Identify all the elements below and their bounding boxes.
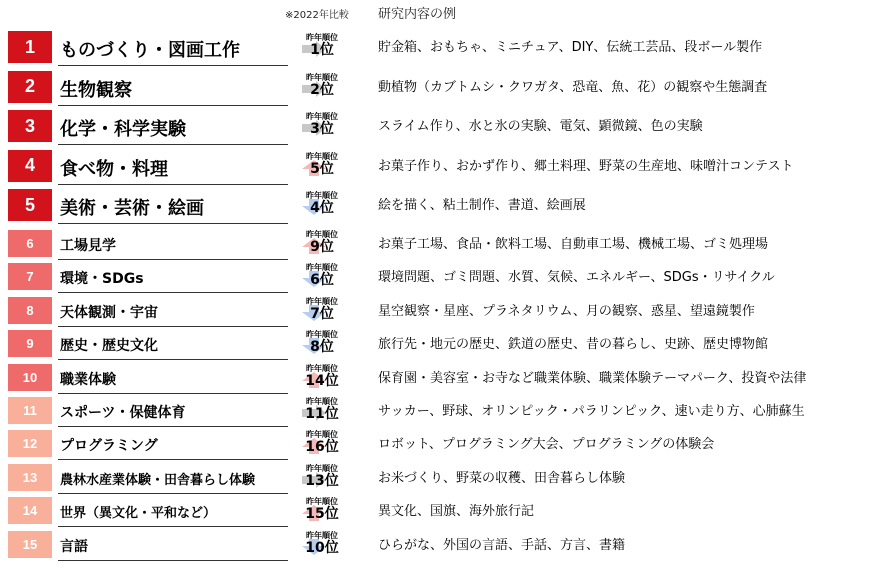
rank-badge: 14 [8, 497, 52, 524]
previous-rank-value: 1位 [310, 42, 334, 58]
previous-rank-value: 9位 [310, 239, 334, 255]
category-label: 美術・芸術・絵画 [60, 198, 204, 219]
row-underline [58, 326, 288, 327]
research-examples: サッカー、野球、オリンピック・パラリンピック、速い走り方、心肺蘇生 [378, 404, 805, 419]
previous-rank-label: 昨年順位 [306, 33, 338, 42]
previous-rank-value: 6位 [310, 272, 334, 289]
row-underline [58, 184, 288, 185]
previous-rank [300, 191, 344, 216]
category-label: 天体観測・宇宙 [60, 304, 158, 321]
category-label: プログラミング [60, 438, 158, 455]
category-label: 工場見学 [60, 238, 116, 254]
previous-rank [300, 397, 344, 422]
row-underline [58, 105, 288, 106]
research-examples: お菓子工場、食品・飲料工場、自動車工場、機械工場、ゴミ処理場 [378, 237, 769, 252]
previous-rank-label: 昨年順位 [306, 397, 338, 406]
row-underline [58, 560, 288, 561]
table-row [0, 230, 882, 257]
research-examples: ロボット、プログラミング大会、プログラミングの体験会 [378, 437, 715, 453]
row-underline [58, 259, 288, 260]
table-row [0, 397, 882, 424]
previous-rank-value: 14位 [305, 372, 339, 389]
rank-badge: 6 [8, 230, 52, 257]
row-underline [58, 493, 288, 494]
previous-rank-label: 昨年順位 [306, 112, 338, 121]
table-row [0, 464, 882, 491]
category-label: スポーツ・保健体育 [60, 405, 186, 421]
rank-badge: 7 [8, 263, 52, 290]
category-label: 世界（異文化・平和など） [60, 506, 217, 522]
previous-rank-label: 昨年順位 [306, 497, 338, 507]
previous-rank-value: 3位 [310, 121, 334, 137]
table-row [0, 110, 882, 142]
previous-rank-value: 4位 [310, 200, 334, 216]
previous-rank-value: 11位 [305, 406, 339, 422]
previous-rank-value: 16位 [305, 439, 339, 456]
examples-column-title: 研究内容の例 [378, 7, 457, 22]
table-row [0, 189, 882, 221]
research-examples: お菓子作り、おかず作り、郷土料理、野菜の生産地、味噌汁コンテスト [378, 158, 794, 174]
previous-rank [300, 464, 344, 489]
table-row [0, 71, 882, 103]
table-row [0, 263, 882, 290]
previous-rank-label: 昨年順位 [306, 530, 338, 540]
table-row [0, 150, 882, 182]
rank-badge: 4 [8, 150, 52, 182]
rank-badge: 3 [8, 110, 52, 142]
rank-badge: 1 [8, 31, 52, 63]
rank-badge: 2 [8, 71, 52, 103]
research-examples: 貯金箱、おもちゃ、ミニチュア、DIY、伝統工芸品、段ボール製作 [378, 40, 763, 55]
previous-rank [300, 33, 344, 58]
research-examples: 動植物（カブトムシ・クワガタ、恐竜、魚、花）の観察や生態調査 [378, 79, 768, 95]
previous-rank-label: 昨年順位 [306, 191, 338, 200]
rank-badge: 9 [8, 330, 52, 357]
previous-rank [300, 497, 344, 522]
previous-rank-label: 昨年順位 [306, 330, 338, 340]
category-label: 言語 [60, 538, 88, 555]
previous-rank [300, 112, 344, 137]
row-underline [58, 359, 288, 360]
table-row [0, 31, 882, 63]
previous-rank-value: 15位 [305, 506, 339, 523]
previous-rank-value: 8位 [310, 339, 334, 356]
category-label: 歴史・歴史文化 [60, 338, 158, 355]
previous-rank [300, 230, 344, 255]
rank-badge: 15 [8, 531, 52, 558]
row-underline [58, 292, 288, 293]
category-label: 食べ物・料理 [60, 158, 168, 180]
rank-badge: 8 [8, 297, 52, 324]
row-underline [58, 426, 288, 427]
rank-badge: 12 [8, 430, 52, 457]
category-label: 環境・SDGs [60, 271, 144, 288]
row-underline [58, 65, 288, 66]
previous-rank [300, 330, 344, 355]
previous-rank [300, 430, 344, 455]
previous-rank [300, 297, 344, 322]
previous-rank-label: 昨年順位 [306, 72, 338, 82]
research-examples: スライム作り、水と氷の実験、電気、顕微鏡、色の実験 [378, 119, 703, 134]
row-underline [58, 223, 288, 224]
previous-rank [300, 364, 344, 389]
table-row [0, 364, 882, 391]
previous-rank [300, 73, 344, 98]
category-label: ものづくり・図画工作 [60, 40, 240, 61]
row-underline [58, 393, 288, 394]
category-label: 化学・科学実験 [60, 119, 186, 140]
row-underline [58, 459, 288, 460]
research-examples: お米づくり、野菜の収穫、田舎暮らし体験 [378, 470, 626, 486]
research-examples: 絵を描く、粘土制作、書道、絵画展 [378, 198, 586, 213]
research-examples: 環境問題、ゴミ問題、水質、気候、エネルギー、SDGs・リサイクル [378, 270, 775, 286]
research-examples: 異文化、国旗、海外旅行記 [378, 504, 535, 520]
table-row [0, 497, 882, 524]
research-examples: ひらがな、外国の言語、手話、方言、書籍 [378, 537, 626, 553]
table-row [0, 297, 882, 324]
previous-rank-value: 10位 [305, 539, 339, 556]
category-label: 農林水産業体験・田舎暮らし体験 [60, 472, 256, 488]
previous-rank-label: 昨年順位 [306, 151, 338, 161]
previous-rank [300, 263, 344, 288]
table-row [0, 531, 882, 558]
previous-rank-label: 昨年順位 [306, 430, 338, 440]
research-examples: 保育園・美容室・お寺など職業体験、職業体験テーマパーク、投資や法律 [378, 370, 807, 386]
rank-badge: 11 [8, 397, 52, 424]
previous-rank [300, 152, 344, 177]
previous-rank-value: 13位 [305, 472, 339, 489]
previous-rank [300, 531, 344, 556]
previous-rank-value: 5位 [310, 160, 334, 177]
row-underline [58, 144, 288, 145]
previous-rank-label: 昨年順位 [306, 363, 338, 373]
previous-rank-label: 昨年順位 [306, 296, 338, 306]
previous-rank-label: 昨年順位 [306, 463, 338, 473]
table-row [0, 330, 882, 357]
previous-rank-value: 2位 [310, 81, 334, 98]
previous-rank-label: 昨年順位 [306, 263, 338, 273]
category-label: 職業体験 [60, 371, 116, 388]
category-label: 生物観察 [60, 79, 132, 101]
rank-badge: 13 [8, 464, 52, 491]
table-row [0, 430, 882, 457]
rank-badge: 5 [8, 189, 52, 221]
comparison-note: ※2022年比較 [285, 10, 349, 21]
previous-rank-label: 昨年順位 [306, 230, 338, 239]
research-examples: 旅行先・地元の歴史、鉄道の歴史、昔の暮らし、史跡、歴史博物館 [378, 337, 769, 353]
row-underline [58, 526, 288, 527]
research-examples: 星空観察・星座、プラネタリウム、月の観察、惑星、望遠鏡製作 [378, 303, 755, 319]
rank-badge: 10 [8, 364, 52, 391]
previous-rank-value: 7位 [310, 305, 334, 322]
